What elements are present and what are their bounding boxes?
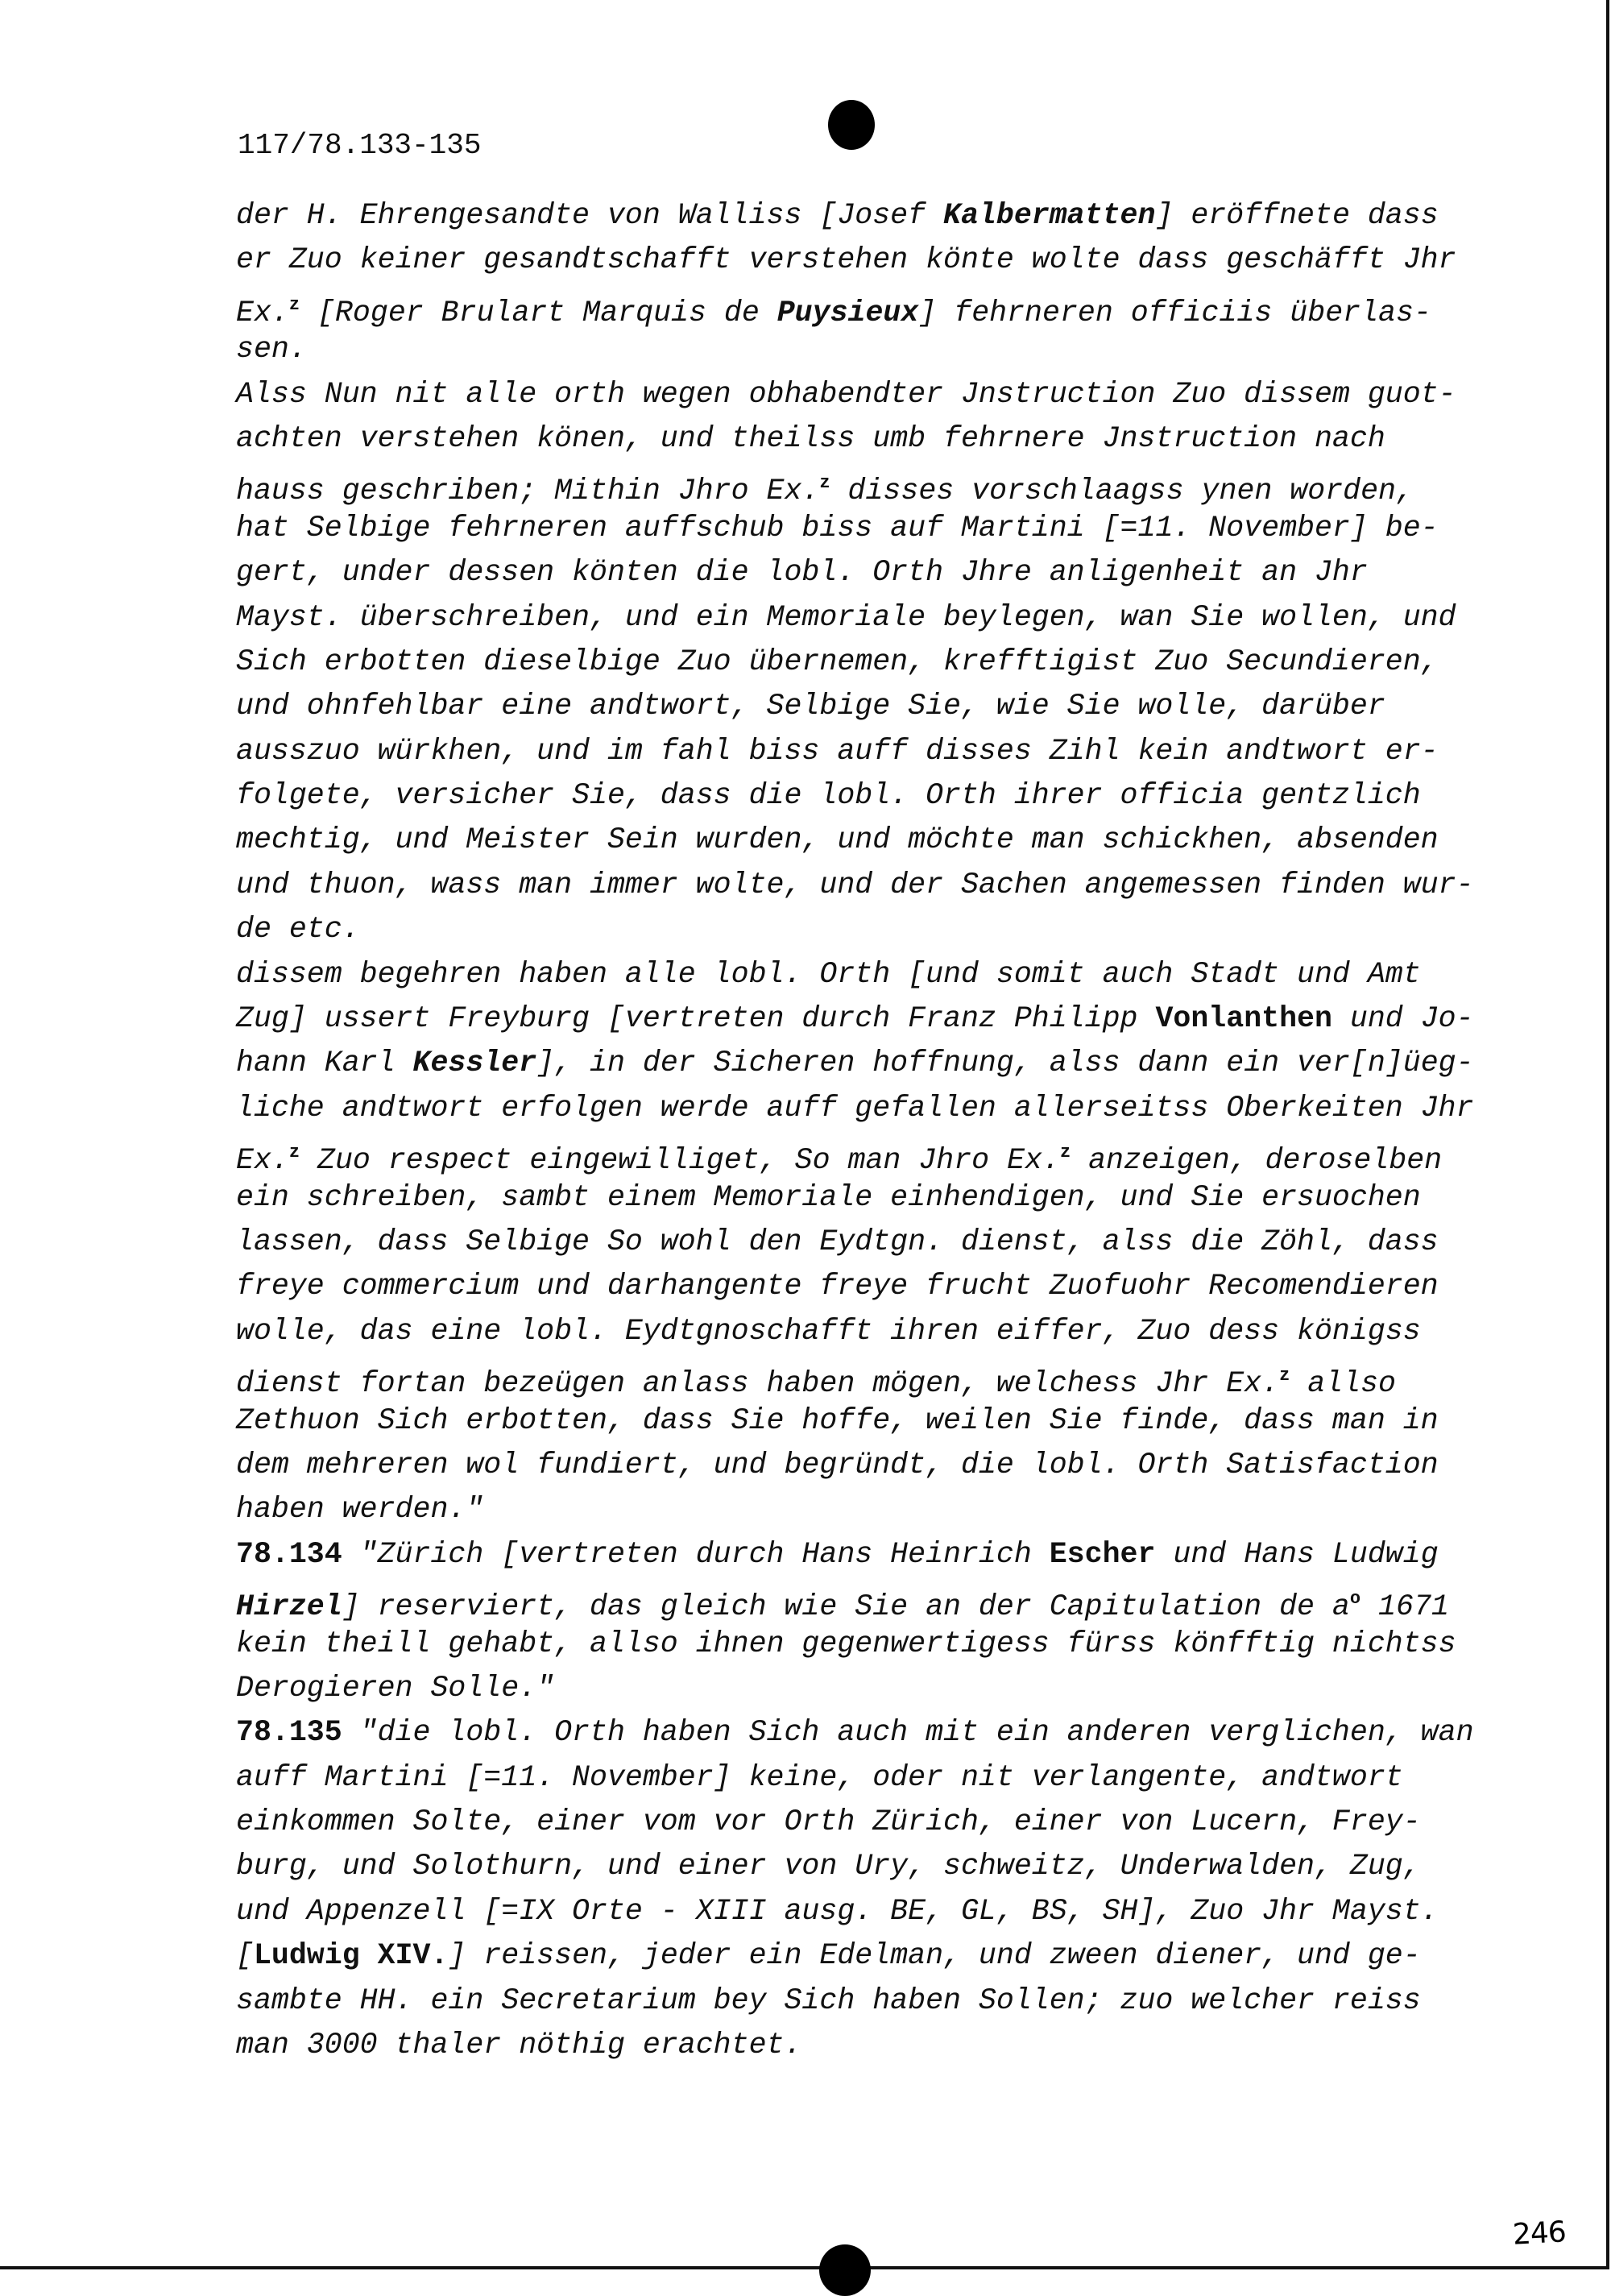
bold-name: Hirzel (236, 1590, 342, 1624)
text-segment: Sich erbotten dieselbige Zuo übernemen, krefftigist Zuo Secundieren, (236, 644, 1439, 678)
text-segment: einkommen Solte, einer vom vor Orth Zürich, einer von Lucern, Frey- (236, 1805, 1421, 1839)
text-segment: anzeigen, deroselben (1071, 1144, 1443, 1178)
text-line (236, 461, 1493, 508)
superscript: z (288, 1142, 300, 1163)
text-line (236, 2023, 1493, 2067)
text-segment: Ex. (236, 1144, 289, 1178)
text-line (236, 1175, 1493, 1220)
text-segment: "Zürich [vertreten durch Hans Heinrich (342, 1537, 1050, 1571)
bold-name: 78.135 (236, 1716, 342, 1750)
text-line (236, 283, 1493, 327)
text-line (236, 818, 1493, 862)
text-segment: mechtig, und Meister Sein wurden, und möchte man schickhen, absenden (236, 823, 1439, 857)
text-line (236, 952, 1493, 997)
text-segment: Zug] ussert Freyburg [vertreten durch Franz Philipp (236, 1002, 1156, 1036)
text-segment: ], in der Sicheren hoffnung, alss dann ein ver[n]üeg- (536, 1046, 1474, 1080)
text-segment: Ex. (236, 296, 289, 329)
text-segment: 1671 (1360, 1590, 1449, 1624)
text-segment: gert, under dessen könten die lobl. Orth Jhre anligenheit an Jhr (236, 556, 1368, 590)
text-segment: der H. Ehrengesandte von Walliss [Josef (236, 199, 944, 232)
text-segment: liche andtwort erfolgen werde auff gefallen allerseitss Oberkeiten Jhr (236, 1091, 1474, 1125)
text-line (236, 1577, 1493, 1624)
text-segment: Alss Nun nit alle orth wegen obhabendter Jnstruction Zuo dissem guot- (236, 377, 1456, 411)
text-line (236, 1979, 1493, 2023)
text-segment: achten verstehen könen, und theilss umb fehrnere Jnstruction nach (236, 421, 1385, 455)
text-line (236, 907, 1493, 951)
text-line (236, 1889, 1493, 1933)
text-segment: dienst fortan bezeügen anlass haben mögen, welchess Jhr Ex. (236, 1367, 1280, 1401)
bold-name: Kalbermatten (943, 199, 1156, 232)
text-line (236, 729, 1493, 773)
text-segment: man 3000 thaler nöthig erachtet. (236, 2029, 802, 2062)
text-segment: ] reissen, jeder ein Edelman, und zween diener, und ge- (448, 1939, 1421, 1973)
text-segment: und ohnfehlbar eine andtwort, Selbige Sie, wie Sie wolle, darüber (236, 690, 1385, 723)
text-line (236, 1220, 1493, 1264)
text-line (236, 1443, 1493, 1487)
text-line (236, 1399, 1493, 1443)
text-segment: Zethuon Sich erbotten, dass Sie hoffe, weilen Sie finde, dass man in (236, 1403, 1439, 1437)
text-segment: sen. (236, 333, 307, 367)
text-segment: auff Martini [=11. November] keine, oder nit verlangente, andtwort (236, 1760, 1403, 1794)
text-line (236, 1353, 1493, 1401)
text-line (236, 684, 1493, 728)
bold-name: Kessler (412, 1046, 537, 1080)
text-segment: Mayst. überschreiben, und ein Memoriale beylegen, wan Sie wollen, und (236, 600, 1456, 634)
text-line (236, 1755, 1493, 1800)
text-segment: [Roger Brulart Marquis de (300, 296, 777, 329)
bold-name: Vonlanthen (1155, 1002, 1332, 1036)
text-segment: wolle, das eine lobl. Eydtgnoschafft ihren eiffer, Zuo dess königss (236, 1314, 1421, 1348)
text-segment: er Zuo keiner gesandtschafft verstehen könte wolte dass geschäfft Jhr (236, 243, 1456, 277)
text-line (236, 595, 1493, 640)
text-line (236, 1487, 1493, 1531)
text-segment: [ (236, 1939, 254, 1973)
text-segment: haben werden." (236, 1493, 484, 1527)
text-line (236, 193, 1493, 238)
text-line (236, 1933, 1493, 1978)
text-segment: sambte HH. ein Secretarium bey Sich haben Sollen; zuo welcher reiss (236, 1983, 1421, 2017)
text-line (236, 1800, 1493, 1844)
text-segment: de etc. (236, 913, 360, 947)
text-segment: freye commercium und darhangente freye frucht Zuofuohr Recomendieren (236, 1270, 1439, 1303)
text-segment: ] eröffnete dass (1155, 199, 1439, 232)
superscript: o (1349, 1589, 1361, 1610)
text-line (236, 1041, 1493, 1085)
punch-hole-top (828, 100, 875, 150)
document-body (236, 193, 1493, 2067)
bold-name: Puysieux (777, 296, 919, 329)
text-segment: und Hans Ludwig (1155, 1537, 1439, 1571)
text-line (236, 1666, 1493, 1710)
text-line (236, 372, 1493, 417)
superscript: z (1279, 1366, 1290, 1386)
punch-hole-bottom (819, 2244, 871, 2296)
text-segment: Derogieren Solle." (236, 1671, 555, 1705)
handwritten-page-number: 246 (1511, 2215, 1567, 2252)
text-line (236, 1086, 1493, 1130)
text-line (236, 640, 1493, 684)
text-segment: folgete, versicher Sie, dass die lobl. Orth ihrer officia gentzlich (236, 779, 1421, 813)
text-segment: hauss geschriben; Mithin Jhro Ex. (236, 475, 820, 508)
text-segment: ] reserviert, das gleich wie Sie an der Capitulation de a (342, 1590, 1350, 1624)
superscript: z (288, 294, 300, 315)
bold-name: Escher (1049, 1537, 1156, 1571)
text-line (236, 550, 1493, 595)
text-line (236, 1532, 1493, 1577)
text-segment: Zuo respect eingewilliget, So man Jhro Ex. (300, 1144, 1060, 1178)
text-line (236, 506, 1493, 550)
text-line (236, 773, 1493, 818)
text-segment: "die lobl. Orth haben Sich auch mit ein anderen verglichen, wan (342, 1716, 1474, 1750)
text-segment: dissem begehren haben alle lobl. Orth [und somit auch Stadt und Amt (236, 957, 1421, 991)
text-line (236, 417, 1493, 461)
text-segment: dem mehreren wol fundiert, und begründt, die lobl. Orth Satisfaction (236, 1448, 1439, 1482)
text-line (236, 1264, 1493, 1308)
text-line (236, 1130, 1493, 1178)
text-segment: ein schreiben, sambt einem Memoriale einhendigen, und Sie ersuochen (236, 1180, 1421, 1214)
text-segment: und Jo- (1331, 1002, 1474, 1036)
document-reference: 117/78.133-135 (238, 129, 482, 162)
text-line (236, 238, 1493, 282)
text-segment: allso (1290, 1367, 1396, 1401)
superscript: z (819, 473, 830, 494)
text-segment: hann Karl (236, 1046, 413, 1080)
text-line (236, 327, 1493, 371)
text-segment: ausszuo würkhen, und im fahl biss auff disses Zihl kein andtwort er- (236, 734, 1439, 768)
text-segment: hat Selbige fehrneren auffschub biss auf Martini [=11. November] be- (236, 511, 1439, 545)
text-line (236, 1309, 1493, 1353)
bold-name: Ludwig XIV. (253, 1939, 449, 1973)
superscript: z (1059, 1142, 1071, 1163)
text-segment: und thuon, wass man immer wolte, und der Sachen angemessen finden wur- (236, 868, 1474, 901)
text-line (236, 863, 1493, 907)
bold-name: 78.134 (236, 1537, 342, 1571)
text-segment: lassen, dass Selbige So wohl den Eydtgn. dienst, alss die Zöhl, dass (236, 1225, 1439, 1258)
text-segment: disses vorschlaagss ynen worden, (830, 475, 1414, 508)
text-line (236, 1622, 1493, 1666)
text-segment: kein theill gehabt, allso ihnen gegenwertigess fürss könfftig nichtss (236, 1627, 1456, 1660)
text-line (236, 1844, 1493, 1888)
text-segment: und Appenzell [=IX Orte - XIII ausg. BE, GL, BS, SH], Zuo Jhr Mayst. (236, 1894, 1439, 1928)
text-line (236, 1710, 1493, 1755)
text-segment: ] fehrneren officiis überlas- (918, 296, 1431, 329)
text-line (236, 997, 1493, 1041)
text-segment: burg, und Solothurn, und einer von Ury, schweitz, Underwalden, Zug, (236, 1850, 1421, 1884)
